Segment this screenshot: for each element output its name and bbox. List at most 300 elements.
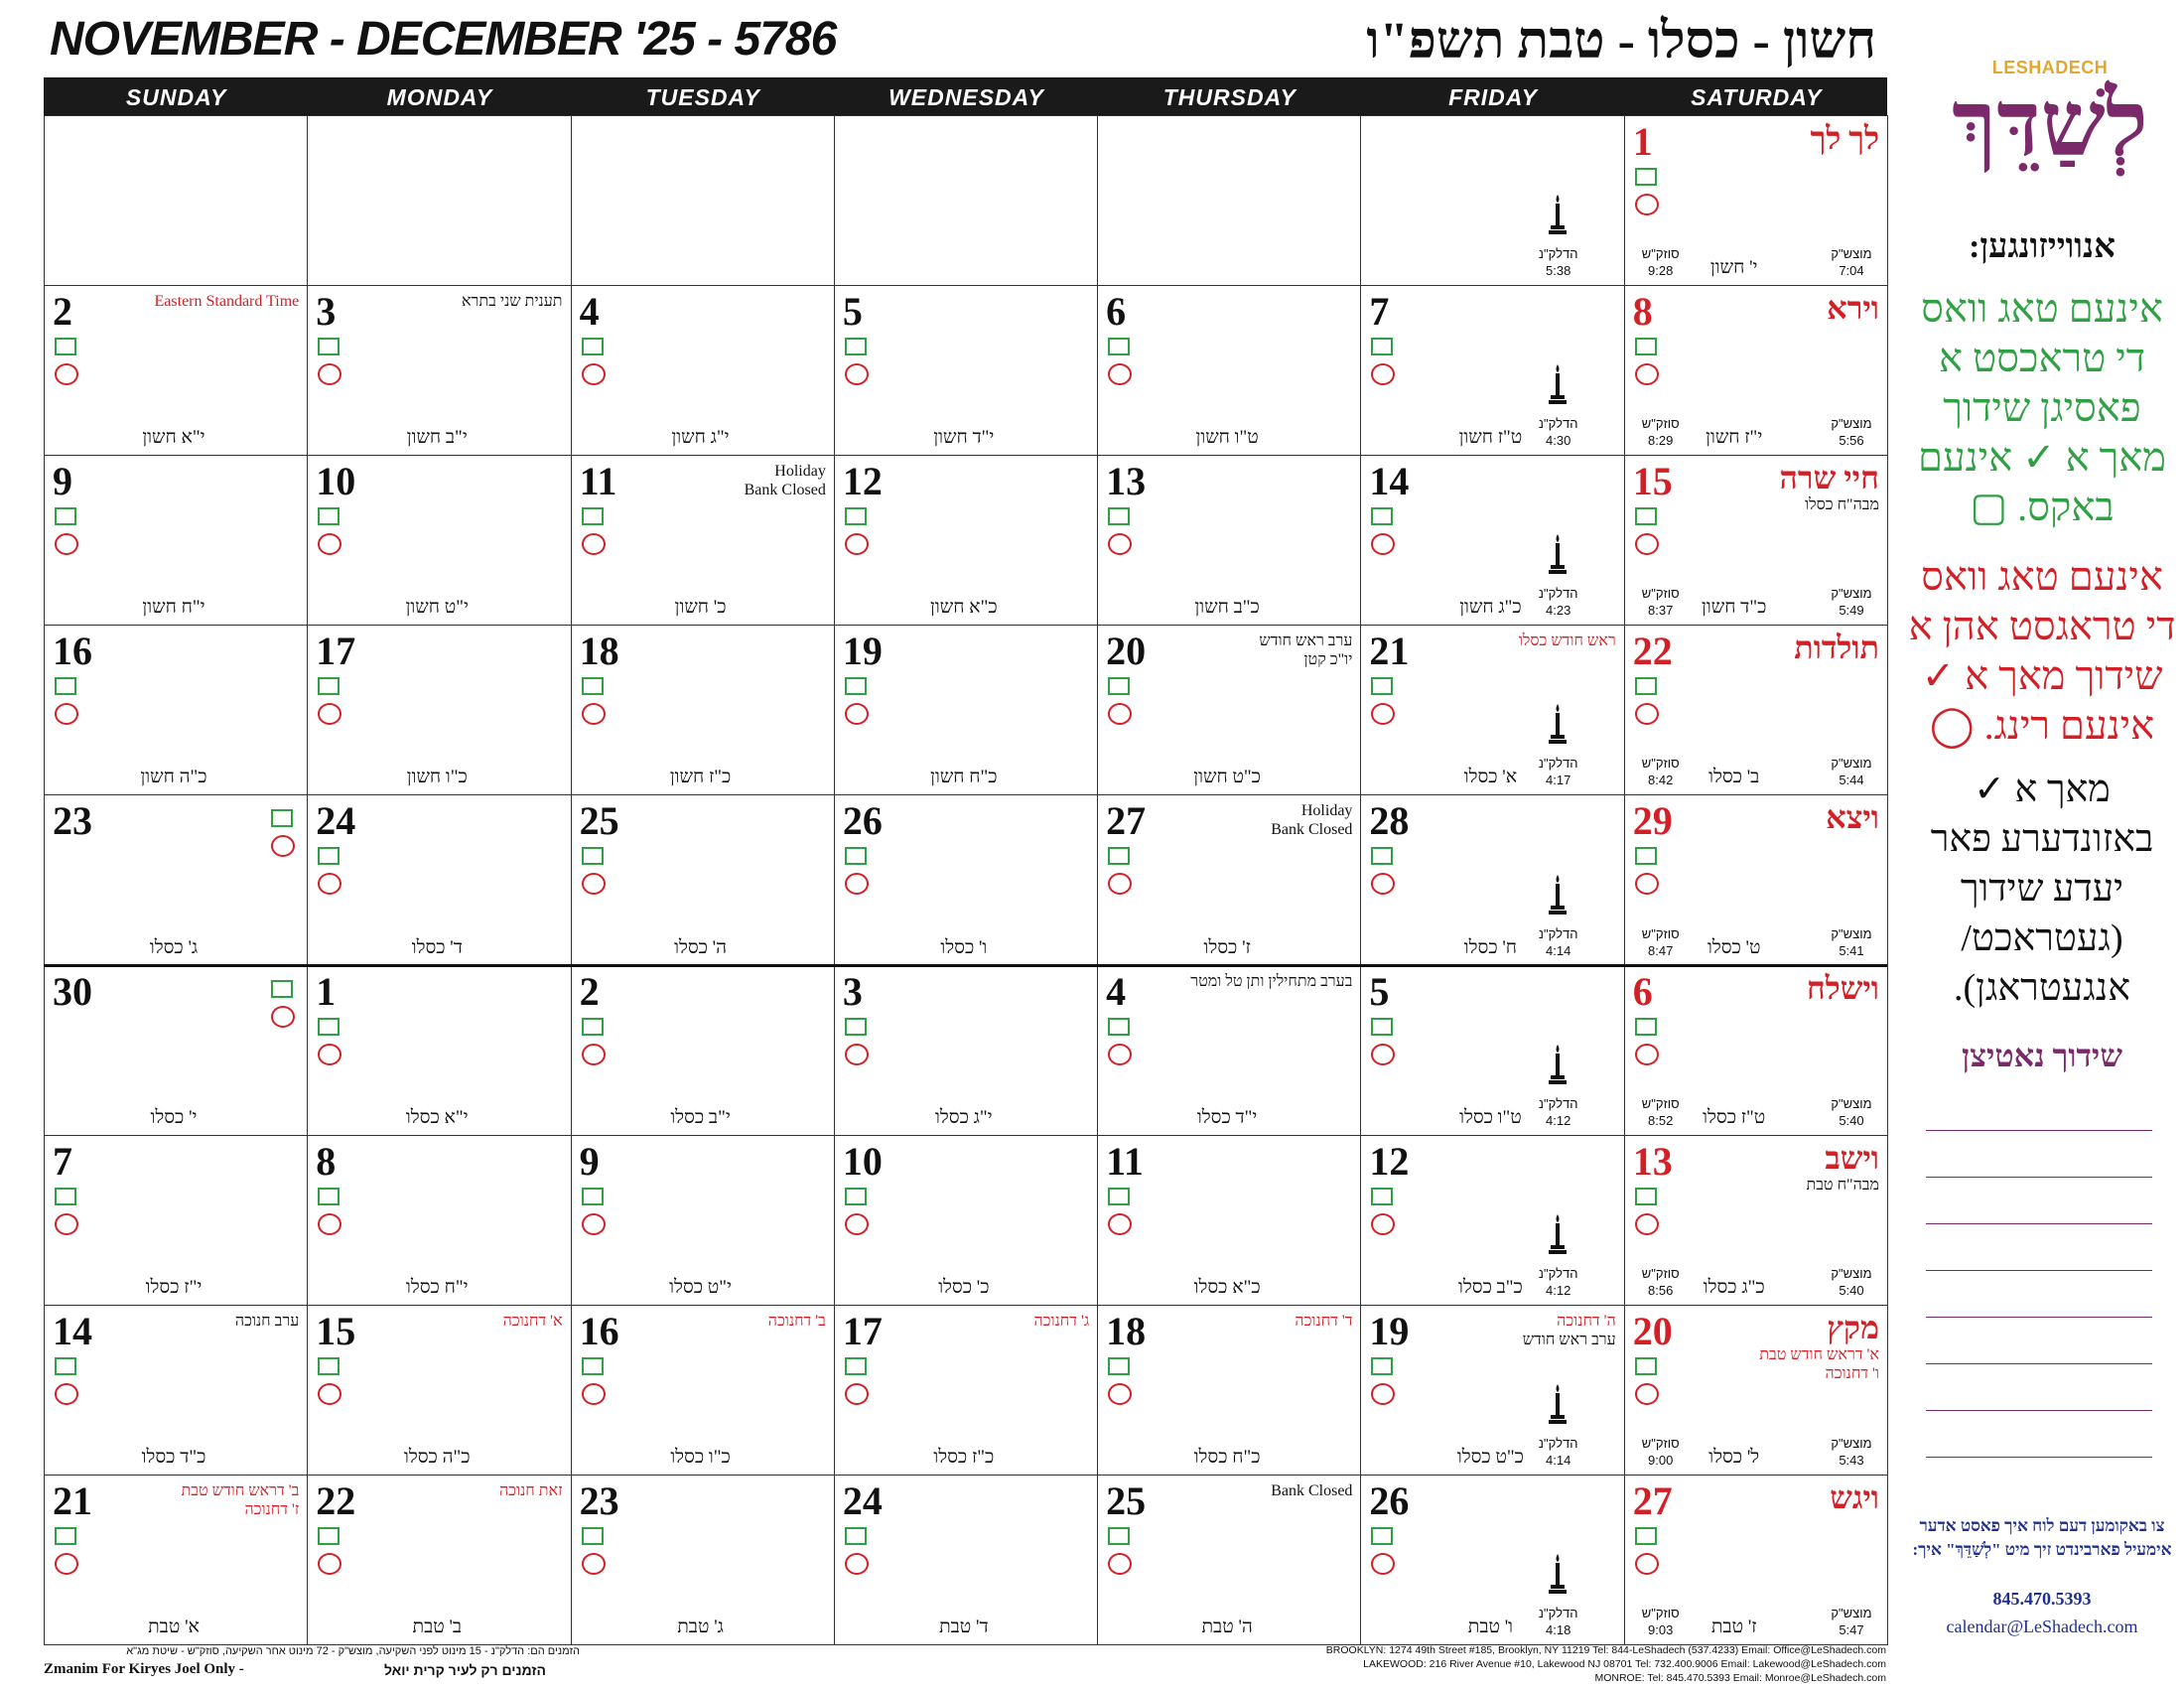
day-number: 4	[579, 289, 600, 335]
candle-lighting-time: 4:12	[1546, 1112, 1571, 1128]
day-cell[interactable]	[44, 794, 308, 965]
proposed-checkcircle[interactable]	[55, 1383, 78, 1405]
day-number: 9	[579, 1138, 600, 1184]
suggested-checkbox[interactable]	[845, 847, 867, 865]
footer-zmanim-english: Zmanim For Kiryes Joel Only -	[44, 1661, 244, 1677]
calendar-weeks	[44, 115, 1887, 1644]
suggested-checkbox[interactable]	[1108, 1188, 1130, 1205]
day-cell[interactable]	[1360, 965, 1624, 1136]
day-cell[interactable]	[1624, 794, 1888, 965]
day-note: ב' דראש חודש טבת ז' דחנוכה	[181, 1481, 300, 1518]
hebrew-date: א' כסלו	[1463, 767, 1518, 788]
day-number: 16	[579, 1308, 619, 1353]
day-cell[interactable]	[834, 455, 1098, 626]
hebrew-date: כ"ה כסלו	[403, 1446, 471, 1468]
proposed-checkcircle[interactable]	[1371, 363, 1395, 385]
suggested-checkbox[interactable]	[1371, 338, 1393, 355]
day-number: 3	[316, 289, 337, 335]
contact-email[interactable]: calendar@LeShadech.com	[1946, 1617, 2138, 1636]
page-title-english: NOVEMBER - DECEMBER '25 - 5786	[50, 13, 837, 66]
day-cell[interactable]	[1624, 115, 1888, 286]
motzei-shabbos-time: 5:43	[1839, 1452, 1864, 1468]
proposed-checkcircle[interactable]	[845, 703, 869, 725]
suggested-checkbox[interactable]	[582, 507, 604, 525]
day-cell[interactable]	[834, 625, 1098, 795]
day-number: 8	[316, 1138, 337, 1184]
suggested-checkbox[interactable]	[1371, 1018, 1393, 1036]
sof-zman-label: סוזק"ש	[1641, 1605, 1680, 1620]
day-number: 7	[1369, 289, 1390, 335]
day-cell[interactable]	[1624, 965, 1888, 1136]
suggested-checkbox[interactable]	[318, 1018, 340, 1036]
instructions-green: אינעם טאג וואס די טראכסט א פאסיגן שידוך מאך א ✓ אינעם באקס. ▢	[1918, 286, 2166, 529]
day-cell[interactable]	[571, 794, 835, 965]
day-cell[interactable]	[571, 455, 835, 626]
sof-zman-time: 8:56	[1648, 1282, 1674, 1298]
day-name-0: SUNDAY	[125, 84, 227, 110]
proposed-checkcircle[interactable]	[1371, 1213, 1395, 1235]
day-cell[interactable]	[571, 965, 835, 1136]
proposed-checkcircle[interactable]	[318, 703, 341, 725]
day-cell[interactable]	[571, 1135, 835, 1306]
suggested-checkbox[interactable]	[1635, 847, 1657, 865]
sof-zman-time: 8:29	[1648, 433, 1674, 449]
footer-zmanim-hebrew: הזמנים רק לעיר קרית יואל	[383, 1662, 546, 1678]
proposed-checkcircle[interactable]	[318, 363, 341, 385]
sof-zman-label: סוזק"ש	[1641, 1095, 1680, 1111]
note-line[interactable]	[1926, 1457, 2152, 1458]
proposed-checkcircle[interactable]	[1635, 533, 1659, 555]
proposed-checkcircle[interactable]	[1108, 1044, 1132, 1065]
proposed-checkcircle[interactable]	[582, 873, 606, 895]
day-name-5: FRIDAY	[1448, 84, 1539, 110]
day-cell[interactable]	[834, 1305, 1098, 1476]
motzei-shabbos-label: מוצש"ק	[1831, 756, 1872, 772]
day-note: ג' דחנוכה	[1033, 1312, 1090, 1330]
day-cell[interactable]	[1097, 455, 1361, 626]
proposed-checkcircle[interactable]	[1635, 1553, 1659, 1575]
suggested-checkbox[interactable]	[55, 338, 76, 355]
suggested-checkbox[interactable]	[271, 809, 293, 827]
day-number: 28	[1369, 798, 1410, 844]
day-number: 22	[1632, 629, 1673, 674]
suggested-checkbox[interactable]	[1635, 338, 1657, 355]
proposed-checkcircle[interactable]	[1371, 1553, 1395, 1575]
proposed-checkcircle[interactable]	[1108, 533, 1132, 555]
proposed-checkcircle[interactable]	[318, 1553, 341, 1575]
suggested-checkbox[interactable]	[1108, 1527, 1130, 1545]
proposed-checkcircle[interactable]	[845, 1383, 869, 1405]
proposed-checkcircle[interactable]	[318, 873, 341, 895]
day-cell[interactable]	[571, 625, 835, 795]
day-cell[interactable]	[1360, 455, 1624, 626]
proposed-checkcircle[interactable]	[582, 1383, 606, 1405]
suggested-checkbox[interactable]	[1108, 847, 1130, 865]
day-cell[interactable]	[1360, 1135, 1624, 1306]
proposed-checkcircle[interactable]	[1108, 1383, 1132, 1405]
suggested-checkbox[interactable]	[55, 1188, 76, 1205]
suggested-checkbox[interactable]	[1108, 1357, 1130, 1375]
suggested-checkbox[interactable]	[582, 1188, 604, 1205]
proposed-checkcircle[interactable]	[845, 1044, 869, 1065]
proposed-checkcircle[interactable]	[55, 1553, 78, 1575]
proposed-checkcircle[interactable]	[1108, 1553, 1132, 1575]
contact-phone[interactable]: 845.470.5393	[1992, 1589, 2092, 1609]
proposed-checkcircle[interactable]	[1108, 873, 1132, 895]
day-cell[interactable]	[1624, 455, 1888, 626]
motzei-shabbos-time: 5:56	[1839, 433, 1864, 449]
hebrew-date: ז' כסלו	[1203, 936, 1251, 958]
proposed-checkcircle[interactable]	[271, 1006, 295, 1028]
day-cell[interactable]	[44, 115, 308, 286]
proposed-checkcircle[interactable]	[845, 363, 869, 385]
hebrew-date: ח' כסלו	[1463, 936, 1518, 958]
day-cell[interactable]	[44, 965, 308, 1136]
suggested-checkbox[interactable]	[1371, 847, 1393, 865]
parsha-name: וירא	[1827, 290, 1879, 327]
suggested-checkbox[interactable]	[845, 1018, 867, 1036]
day-cell[interactable]	[571, 115, 835, 286]
day-cell[interactable]	[1360, 625, 1624, 795]
candle-icon	[1549, 1213, 1567, 1255]
hebrew-date: ו' טבת	[1467, 1616, 1514, 1637]
day-cell[interactable]	[307, 1135, 571, 1306]
proposed-checkcircle[interactable]	[582, 1213, 606, 1235]
month-divider	[44, 964, 1887, 967]
day-number: 10	[842, 1138, 883, 1184]
day-number: 14	[53, 1308, 92, 1353]
day-cell[interactable]	[307, 115, 571, 286]
day-cell[interactable]	[834, 965, 1098, 1136]
day-number: 27	[1106, 798, 1147, 844]
hebrew-date: י"ד כסלו	[1196, 1106, 1258, 1128]
suggested-checkbox[interactable]	[1371, 1357, 1393, 1375]
proposed-checkcircle[interactable]	[845, 1213, 869, 1235]
candle-icon	[1549, 363, 1567, 405]
day-cell[interactable]	[44, 1475, 308, 1645]
hebrew-date: כ"ז חשון	[669, 767, 732, 788]
suggested-checkbox[interactable]	[1108, 677, 1130, 695]
day-number: 18	[1106, 1308, 1147, 1353]
day-cell[interactable]	[1097, 965, 1361, 1136]
day-cell[interactable]	[1097, 1475, 1361, 1645]
proposed-checkcircle[interactable]	[1371, 703, 1395, 725]
suggested-checkbox[interactable]	[582, 338, 604, 355]
suggested-checkbox[interactable]	[582, 1527, 604, 1545]
day-number: 24	[316, 798, 356, 844]
day-number: 18	[579, 629, 619, 674]
candle-icon	[1549, 194, 1567, 235]
day-cell[interactable]	[571, 285, 835, 456]
proposed-checkcircle[interactable]	[1635, 194, 1659, 215]
day-cell[interactable]	[1097, 794, 1361, 965]
day-cell[interactable]	[1624, 1475, 1888, 1645]
hebrew-date: ט"ו כסלו	[1459, 1106, 1522, 1128]
hebrew-date: י"ד חשון	[933, 427, 995, 449]
proposed-checkcircle[interactable]	[318, 1044, 341, 1065]
note-line[interactable]	[1926, 1363, 2152, 1364]
day-cell[interactable]	[1360, 1475, 1624, 1645]
hebrew-date: כ"ג כסלו	[1703, 1276, 1765, 1298]
suggested-checkbox[interactable]	[1635, 168, 1657, 186]
day-number: 6	[1106, 289, 1127, 335]
suggested-checkbox[interactable]	[318, 1357, 340, 1375]
sof-zman-label: סוזק"ש	[1641, 1265, 1680, 1281]
sof-zman-time: 9:28	[1648, 263, 1674, 279]
note-line[interactable]	[1926, 1130, 2152, 1131]
day-number: 9	[53, 459, 72, 504]
suggested-checkbox[interactable]	[318, 677, 340, 695]
day-cell[interactable]	[1624, 1135, 1888, 1306]
day-cell[interactable]	[307, 625, 571, 795]
motzei-shabbos-label: מוצש"ק	[1831, 586, 1872, 602]
day-note: Eastern Standard Time	[154, 293, 300, 311]
suggested-checkbox[interactable]	[318, 1527, 340, 1545]
proposed-checkcircle[interactable]	[582, 703, 606, 725]
candle-lighting-label: הדלק"נ	[1538, 1605, 1578, 1620]
suggested-checkbox[interactable]	[1108, 338, 1130, 355]
suggested-checkbox[interactable]	[318, 847, 340, 865]
proposed-checkcircle[interactable]	[1108, 363, 1132, 385]
day-cell[interactable]	[44, 1135, 308, 1306]
proposed-checkcircle[interactable]	[1371, 533, 1395, 555]
suggested-checkbox[interactable]	[318, 338, 340, 355]
footer-address-lakewood: LAKEWOOD: 216 River Avenue #10, Lakewood NJ 08701 Tel: 732.400.9006 Email: Lakewood@LeShadech.com	[1363, 1658, 1886, 1670]
suggested-checkbox[interactable]	[1635, 1357, 1657, 1375]
parsha-name: תולדות	[1794, 630, 1879, 666]
suggested-checkbox[interactable]	[1635, 507, 1657, 525]
hebrew-date: ב' טבת	[412, 1616, 463, 1637]
suggested-checkbox[interactable]	[582, 1357, 604, 1375]
hebrew-date: ד' כסלו	[411, 936, 463, 958]
proposed-checkcircle[interactable]	[1108, 703, 1132, 725]
hebrew-date: כ"א כסלו	[1193, 1276, 1261, 1298]
proposed-checkcircle[interactable]	[1108, 1213, 1132, 1235]
day-cell[interactable]	[1360, 1305, 1624, 1476]
proposed-checkcircle[interactable]	[318, 1213, 341, 1235]
hebrew-date: י"א חשון	[142, 427, 205, 449]
proposed-checkcircle[interactable]	[845, 1553, 869, 1575]
proposed-checkcircle[interactable]	[1635, 363, 1659, 385]
footer-address-brooklyn: BROOKLYN: 1274 49th Street #185, Brooklyn, NY 11219 Tel: 844-LeShadech (537.4233) Email: Office@LeShadech.com	[1325, 1644, 1886, 1656]
day-number: 21	[1369, 629, 1410, 674]
proposed-checkcircle[interactable]	[55, 533, 78, 555]
day-cell[interactable]	[1360, 285, 1624, 456]
hebrew-date: ז' טבת	[1710, 1616, 1757, 1637]
suggested-checkbox[interactable]	[271, 980, 293, 998]
hebrew-date: כ"ה חשון	[140, 767, 207, 788]
day-number: 7	[53, 1138, 72, 1184]
day-cell[interactable]	[1097, 285, 1361, 456]
day-cell[interactable]	[1360, 115, 1624, 286]
parsha-subnote: מבה"ח טבת	[1806, 1176, 1879, 1194]
suggested-checkbox[interactable]	[1108, 1018, 1130, 1036]
note-line[interactable]	[1926, 1270, 2152, 1271]
motzei-shabbos-label: מוצש"ק	[1831, 246, 1872, 262]
suggested-checkbox[interactable]	[845, 1357, 867, 1375]
page-title-hebrew: חשון - כסלו - טבת תשפ"ו	[1366, 13, 1876, 70]
suggested-checkbox[interactable]	[1635, 1527, 1657, 1545]
candle-lighting-time: 4:18	[1546, 1621, 1571, 1637]
day-cell[interactable]	[1360, 794, 1624, 965]
day-number: 8	[1632, 289, 1653, 335]
hebrew-date: י"א כסלו	[405, 1106, 469, 1128]
day-number: 14	[1369, 459, 1410, 504]
contact-text: צו באקומען דעם לוח איך פאסט אדער אימעיל פארבינדט זיך מיט "לְשַׁדֵּךְ" איך:	[1912, 1516, 2172, 1559]
sof-zman-label: סוזק"ש	[1641, 416, 1680, 432]
suggested-checkbox[interactable]	[55, 677, 76, 695]
day-cell[interactable]	[571, 1305, 835, 1476]
day-cell[interactable]	[307, 794, 571, 965]
day-cell[interactable]	[1097, 115, 1361, 286]
day-cell[interactable]	[307, 1475, 571, 1645]
hebrew-date: ט"ז כסלו	[1703, 1106, 1766, 1128]
parsha-name: וישב	[1825, 1139, 1879, 1176]
day-cell[interactable]	[571, 1475, 835, 1645]
day-cell[interactable]	[44, 285, 308, 456]
proposed-checkcircle[interactable]	[845, 533, 869, 555]
day-cell[interactable]	[1624, 625, 1888, 795]
proposed-checkcircle[interactable]	[1635, 703, 1659, 725]
suggested-checkbox[interactable]	[1635, 1018, 1657, 1036]
hebrew-date: כ"ד חשון	[1702, 597, 1767, 619]
day-number: 29	[1632, 798, 1673, 844]
day-cell[interactable]	[1097, 1305, 1361, 1476]
proposed-checkcircle[interactable]	[55, 363, 78, 385]
day-note: ד' דחנוכה	[1295, 1312, 1353, 1330]
note-line[interactable]	[1926, 1177, 2152, 1178]
day-cell[interactable]	[834, 1135, 1098, 1306]
proposed-checkcircle[interactable]	[55, 1213, 78, 1235]
day-cell[interactable]	[834, 794, 1098, 965]
suggested-checkbox[interactable]	[845, 1188, 867, 1205]
day-note-secondary: ערב ראש חודש	[1522, 1331, 1616, 1348]
motzei-shabbos-time: 5:47	[1839, 1621, 1864, 1637]
hebrew-date: י' חשון	[1709, 257, 1758, 279]
motzei-shabbos-label: מוצש"ק	[1831, 1435, 1872, 1451]
suggested-checkbox[interactable]	[1371, 677, 1393, 695]
note-line[interactable]	[1926, 1317, 2152, 1318]
day-cell[interactable]	[834, 1475, 1098, 1645]
hebrew-date: כ"ט חשון	[1193, 767, 1261, 788]
suggested-checkbox[interactable]	[55, 1527, 76, 1545]
suggested-checkbox[interactable]	[582, 677, 604, 695]
proposed-checkcircle[interactable]	[1371, 1044, 1395, 1065]
suggested-checkbox[interactable]	[1371, 507, 1393, 525]
proposed-checkcircle[interactable]	[845, 873, 869, 895]
hebrew-date: ג' כסלו	[149, 936, 199, 958]
day-number: 21	[53, 1477, 92, 1523]
day-number: 1	[1632, 119, 1653, 164]
day-cell[interactable]	[834, 285, 1098, 456]
day-number: 10	[316, 459, 356, 504]
candle-lighting-time: 4:17	[1546, 773, 1571, 788]
hebrew-date: כ"ט כסלו	[1456, 1446, 1524, 1468]
day-note: בערב מתחילין ותן טל ומטר	[1190, 972, 1353, 990]
day-note: Holiday Bank Closed	[1271, 802, 1353, 839]
note-line[interactable]	[1926, 1410, 2152, 1411]
suggested-checkbox[interactable]	[1635, 1188, 1657, 1205]
day-cell[interactable]	[1624, 285, 1888, 456]
candle-lighting-label: הדלק"נ	[1538, 416, 1578, 432]
motzei-shabbos-time: 5:49	[1839, 603, 1864, 619]
proposed-checkcircle[interactable]	[1371, 1383, 1395, 1405]
proposed-checkcircle[interactable]	[55, 703, 78, 725]
day-cell[interactable]	[1097, 1135, 1361, 1306]
day-number: 20	[1106, 629, 1147, 674]
suggested-checkbox[interactable]	[318, 507, 340, 525]
proposed-checkcircle[interactable]	[1635, 873, 1659, 895]
day-cell[interactable]	[307, 455, 571, 626]
proposed-checkcircle[interactable]	[271, 835, 295, 857]
candle-lighting-time: 4:12	[1546, 1282, 1571, 1298]
day-cell[interactable]	[44, 455, 308, 626]
motzei-shabbos-label: מוצש"ק	[1831, 925, 1872, 941]
parsha-name: חיי שרה	[1779, 460, 1879, 496]
proposed-checkcircle[interactable]	[582, 533, 606, 555]
motzei-shabbos-label: מוצש"ק	[1831, 1265, 1872, 1281]
proposed-checkcircle[interactable]	[1371, 873, 1395, 895]
proposed-checkcircle[interactable]	[1635, 1383, 1659, 1405]
parsha-subnote: א' דראש חודש טבת ו' דחנוכה	[1759, 1345, 1879, 1382]
proposed-checkcircle[interactable]	[1635, 1044, 1659, 1065]
hebrew-date: ט' כסלו	[1706, 936, 1761, 958]
proposed-checkcircle[interactable]	[582, 1044, 606, 1065]
day-number: 15	[1632, 459, 1673, 504]
suggested-checkbox[interactable]	[582, 847, 604, 865]
suggested-checkbox[interactable]	[55, 1357, 76, 1375]
suggested-checkbox[interactable]	[318, 1188, 340, 1205]
hebrew-date: י"ג כסלו	[935, 1106, 993, 1128]
suggested-checkbox[interactable]	[845, 1527, 867, 1545]
proposed-checkcircle[interactable]	[318, 1383, 341, 1405]
suggested-checkbox[interactable]	[1371, 1188, 1393, 1205]
day-cell[interactable]	[307, 965, 571, 1136]
suggested-checkbox[interactable]	[845, 338, 867, 355]
day-note: תענית שני בתרא	[461, 293, 563, 311]
proposed-checkcircle[interactable]	[318, 533, 341, 555]
day-cell[interactable]	[1624, 1305, 1888, 1476]
suggested-checkbox[interactable]	[1371, 1527, 1393, 1545]
candle-lighting-label: הדלק"נ	[1538, 1265, 1578, 1281]
day-cell[interactable]	[307, 285, 571, 456]
suggested-checkbox[interactable]	[845, 507, 867, 525]
motzei-shabbos-label: מוצש"ק	[1831, 1605, 1872, 1620]
suggested-checkbox[interactable]	[845, 677, 867, 695]
instructions-black: מאך א ✓ באזונדערע פאר יעדע שידוך (געטראכט/ אנגעטראגן).	[1930, 769, 2154, 1009]
day-cell[interactable]	[1097, 625, 1361, 795]
suggested-checkbox[interactable]	[582, 1018, 604, 1036]
proposed-checkcircle[interactable]	[582, 363, 606, 385]
suggested-checkbox[interactable]	[1108, 507, 1130, 525]
day-name-4: THURSDAY	[1162, 84, 1297, 110]
day-cell[interactable]	[834, 115, 1098, 286]
day-cell[interactable]	[44, 625, 308, 795]
parsha-name: וישלח	[1806, 969, 1879, 1006]
proposed-checkcircle[interactable]	[1635, 1213, 1659, 1235]
proposed-checkcircle[interactable]	[582, 1553, 606, 1575]
suggested-checkbox[interactable]	[1635, 677, 1657, 695]
instructions-title: אנווייזונגען:	[1969, 228, 2116, 265]
day-number: 17	[842, 1308, 883, 1353]
note-line[interactable]	[1926, 1223, 2152, 1224]
day-note: ב' דחנוכה	[767, 1312, 826, 1330]
day-cell[interactable]	[44, 1305, 308, 1476]
hebrew-date: י"ח חשון	[142, 597, 205, 619]
day-cell[interactable]	[307, 1305, 571, 1476]
suggested-checkbox[interactable]	[55, 507, 76, 525]
candle-icon	[1549, 1553, 1567, 1595]
